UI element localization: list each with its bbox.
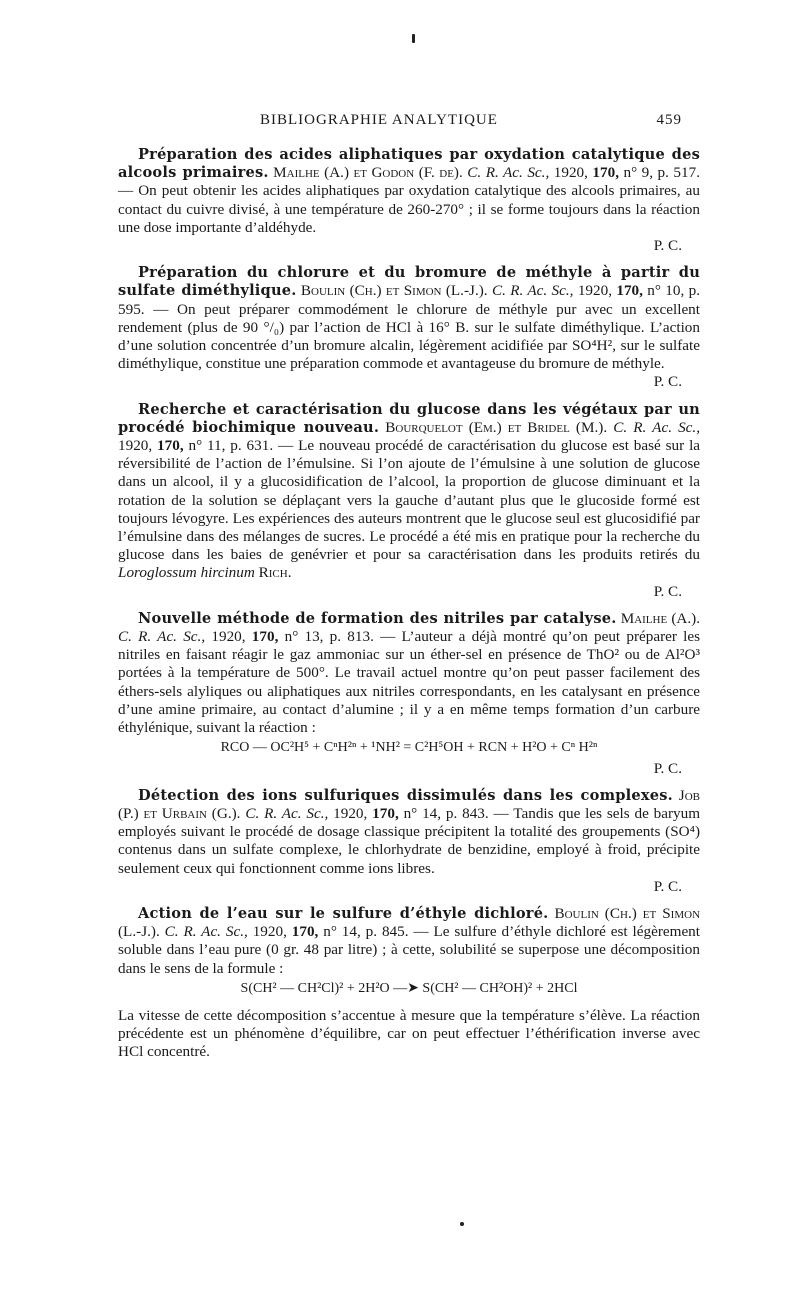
entry-volume: 170, [251,628,279,646]
reaction-formula: S(CH² — CH²Cl)² + 2H²O —➤ S(CH² — CH²OH)² + 2HCl [240,980,578,996]
entry-authors: Job (P.) et Urbain (G.). [118,786,700,822]
entry-methyl-halides [118,264,700,391]
entry-year: 1920, [333,804,368,822]
page-number: 459 [656,112,682,128]
entry-nitriles [118,610,700,778]
entry-signature: P. C. [653,373,682,391]
entry-text: — On peut préparer commodément le chlorure de méthyle pur avec un excellent rendement (plus de 90 °/₀) par l’action de HCl à 16° B. sur le sulfate diméthylique. L’action d’une solution concentrée d’un bromure alcalin, légèrement acidifiée par SO⁴H², sur le sulfate diméthylique, constitue une préparation commode et avantageuse du bromure de méthyle. [118,300,700,373]
entry-title: Préparation des acides aliphatiques par oxydation catalytique des alcools primaires. [118,146,700,182]
entry-journal: C. R. Ac. Sc., [467,164,550,182]
entry-year: 1920, [211,628,246,646]
entry-journal: C. R. Ac. Sc., [118,628,206,646]
entry-signature: P. C. [653,877,682,895]
entry-species-author: Rich. [258,564,292,582]
entry-species-name: Loroglossum hircinum [118,564,255,582]
entry-authors: Mailhe (A.) et Godon (F. de). [273,164,463,182]
entry-signature: P. C. [653,237,682,255]
entry-year: 1920, [577,282,612,300]
entry-authors: Boulin (Ch.) et Simon (L.-J.). [118,904,701,941]
entry-issue: n° 11, p. 631. [188,437,274,455]
entry-ethyl-sulfide [118,905,700,998]
entry-authors: Boulin (Ch.) et Simon (L.-J.). [300,282,488,300]
entry-issue: n° 13, p. 813. [284,628,374,646]
entry-journal: C. R. Ac. Sc., [613,418,701,436]
entry-volume: 170, [372,804,399,822]
entry-aliphatic-acids [118,146,700,255]
entry-issue: n° 14, p. 843. [403,804,489,822]
running-title: BIBLIOGRAPHIE ANALYTIQUE [260,112,498,128]
entry-signature: P. C. [653,582,682,600]
bibliography-body [118,146,700,1068]
entry-title: Détection des ions sulfuriques dissimulés dans les complexes. [138,786,673,804]
entry-year: 1920, [118,437,153,455]
entry-text: — On peut obtenir les acides aliphatiques par oxydation catalytique des alcools primaires, au contact du cuivre divisé, à une température de 260-270° ; il se forme toujours dans la réaction une dose importante d’aldéhyde. [118,182,700,236]
entry-journal: C. R. Ac. Sc., [491,282,574,300]
ink-speck-top [412,34,415,43]
ink-speck-bottom [460,1222,464,1226]
entry-text: — Tandis que les sels de baryum employés suivant le procédé de dosage classique précipitent la totalité des groupements (SO⁴) contenus dans un sulfate complexe, le chlorhydrate de benzidine, employé à froid, précipite seulement ceux qui fonctionnent comme ions libres. [118,804,701,877]
entry-title: Recherche et caractérisation du glucose dans les végétaux par un procédé biochimique nouveau. [118,400,700,436]
entry-volume: 170, [291,923,319,941]
entry-continuation: La vitesse de cette décomposition s’accentue à mesure que la température s’élève. La réaction précédente est un phénomène d’équilibre, car on peut effectuer l’éthérification inverse avec HCl concentré. [118,1006,700,1061]
entry-glucose [118,401,700,601]
entry-title: Nouvelle méthode de formation des nitriles par catalyse. [138,609,617,627]
entry-text: — Le sulfure d’éthyle dichloré est légèrement soluble dans l’eau pure (0 gr. 48 par litre) ; à cette, solubilité se superpose une décomposition dans le sens de la formule : [118,923,700,977]
entry-year: 1920, [252,923,287,941]
entry-authors: Mailhe (A.). [620,609,701,627]
entry-title: Action de l’eau sur le sulfure d’éthyle dichloré. [138,904,549,922]
reaction-formula: RCO — OC²H⁵ + CⁿH²ⁿ + ¹NH² = C²H⁵OH + RCN + H²O + Cⁿ H²ⁿ [220,740,598,756]
entry-sulfuric-ions [118,787,700,896]
entry-volume: 170, [592,164,619,182]
entry-volume: 170, [157,437,184,455]
entry-title: Préparation du chlorure et du bromure de méthyle à partir du sulfate diméthylique. [118,264,700,300]
entry-volume: 170, [616,282,643,300]
entry-issue: n° 10, p. 595. [118,282,701,318]
entry-text: — L’auteur a déjà montré qu’on peut préparer les nitriles en faisant réagir le gaz ammoniac sur un éther-sel en présence de ThO² ou de Al²O³ portées à la température de 500°. Le travail actuel montre qu’on peut passer facilement des éthers-sels alyliques ou aliphatiques aux nitriles correspondants, en les catalysant en présence d’une amine primaire, au contact d’alumine ; il y a en même temps formation d’un carbure éthylénique, suivant la réaction : [118,628,701,737]
running-header [0,112,800,136]
entry-journal: C. R. Ac. Sc., [164,923,248,941]
entry-issue: n° 14, p. 845. [323,923,409,941]
entry-signature: P. C. [653,759,682,777]
entry-text: — Le nouveau procédé de caractérisation du glucose est basé sur la réversibilité de l’action de l’émulsine. Si l’on ajoute de l’émulsine à une solution de glucose dans un alcool, il y a glucosidification de l’alcool, la proportion de glucose diminuant et la rotation de la solution se déplaçant vers la gauche d’autant plus que le glucoside formé est toujours lévogyre. Les expériences des auteurs montrent que le glucose seul est glucosidifié par l’émulsine dans des mélanges de sucres. Le procédé a été mis en pratique pour la recherche du glucose dans les baies de genévrier et pour sa caractérisation dans les produits retirés du [118,437,701,564]
entry-journal: C. R. Ac. Sc., [245,804,329,822]
entry-year: 1920, [553,164,588,182]
entry-authors: Bourquelot (Em.) et Bridel (M.). [385,418,608,436]
entry-issue: n° 9, p. 517. [623,164,701,182]
